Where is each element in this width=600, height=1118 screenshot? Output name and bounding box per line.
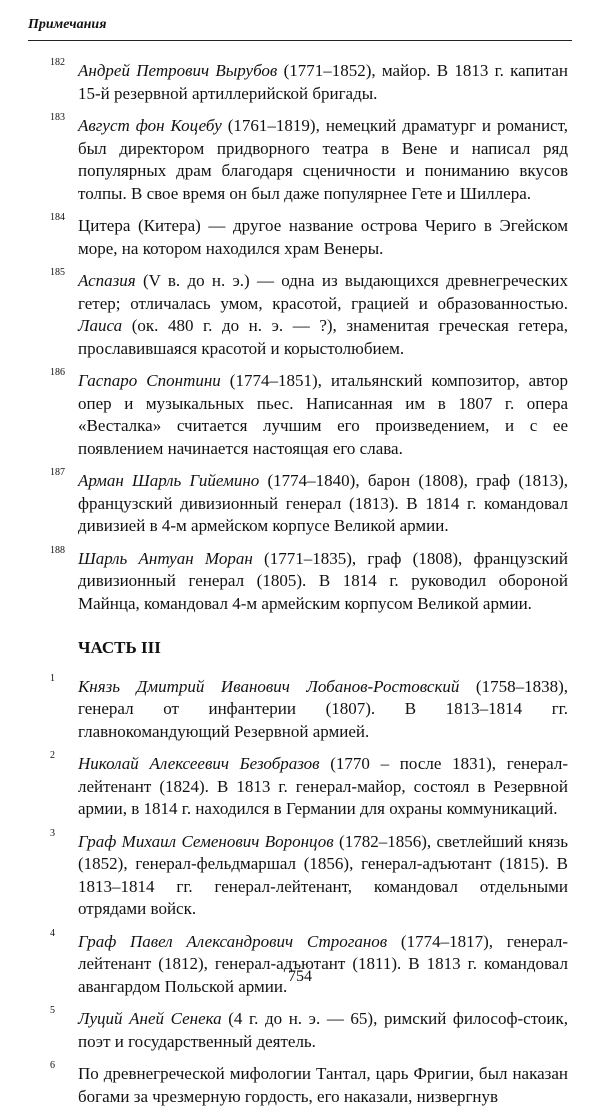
note-182 <box>50 57 568 105</box>
note-name: Арман Шарль Гийемино <box>78 471 260 490</box>
note-name: Август фон Коцебу <box>78 116 222 135</box>
note-188 <box>50 544 568 616</box>
note-name-2: Лаиса <box>78 316 123 335</box>
note-name: Гаспаро Спонтини <box>78 371 221 390</box>
note-184 <box>50 212 568 260</box>
note-p3-4 <box>50 927 568 999</box>
note-number: 3 <box>50 827 55 839</box>
page-number: 754 <box>288 968 312 985</box>
note-number: 1 <box>50 672 55 684</box>
note-number: 182 <box>50 57 65 68</box>
note-number: 4 <box>50 927 55 939</box>
note-text: (4 г. до н. э. — 65), римский философ-стоик, поэт и государственный деятель. <box>78 1009 569 1051</box>
note-186 <box>50 367 568 460</box>
notes-column <box>50 57 569 1118</box>
note-name: Граф Павел Александрович Строганов <box>78 931 388 951</box>
note-p3-6 <box>50 1060 568 1108</box>
note-name: Андрей Петрович Вырубов <box>78 61 278 80</box>
note-name: Николай Алексеевич Безобразов <box>78 754 320 773</box>
note-name: Аспазия <box>78 271 136 290</box>
note-number: 187 <box>50 467 65 478</box>
note-name: Князь Дмитрий Иванович Лобанов-Ростовский <box>78 676 460 696</box>
note-text: (1771–1852), майор. В 1813 г. капитан 15-й резервной артиллерийской бригады. <box>78 61 568 103</box>
note-number: 5 <box>50 1005 55 1016</box>
note-text: (1770 – после 1831), генерал-лейтенант (1824). В 1813 г. генерал-майор, состоял в Резервной армии, в 1814 г. находился в Германии для охраны коммуникаций. <box>78 754 568 818</box>
note-text: (1758–1838), генерал от инфантерии (1807). В 1813–1814 гг. главнокомандующий Резервной армией. <box>78 676 568 741</box>
note-name: Граф Михаил Семенович Воронцов <box>78 831 334 851</box>
section-title: ЧАСТЬ III <box>78 638 161 657</box>
note-number: 185 <box>50 267 65 278</box>
note-text: (1771–1835), граф (1808), французский дивизионный генерал (1805). В 1814 г. руководил обороной Майнца, командовал 4-м армейским корпусом Великой армии. <box>78 548 568 613</box>
note-number: 2 <box>50 750 55 761</box>
note-text: (1774–1851), итальянский композитор, автор опер и музыкальных пьес. Написанная им в 1807 г. опера «Весталка» считается лучшим его произведением, и с ее появлением начинается настоящая его слава. <box>78 371 568 458</box>
note-p3-1 <box>50 672 568 744</box>
note-text: (1782–1856), светлейший князь (1852), генерал-фельдмаршал (1856), генерал-адъютант (1815). В 1813–1814 гг. генерал-лейтенант, командовал отдельными отрядами войск. <box>78 831 568 918</box>
note-text: (1774–1840), барон (1808), граф (1813), французский дивизионный генерал (1813). В 1814 г. командовал дивизией в 4-м армейском корпусе Великой армии. <box>78 471 568 535</box>
note-text-2: (ок. 480 г. до н. э. — ?), знаменитая греческая гетера, прославившаяся красотой и корыстолюбием. <box>78 316 568 358</box>
note-name: Шарль Антуан Моран <box>78 548 253 568</box>
running-head: Примечания <box>28 17 107 32</box>
note-text: По древнегреческой мифологии Тантал, царь Фригии, был наказан богами за чрезмерную гордость, его наказали, низвергнув <box>78 1064 568 1106</box>
note-p3-2 <box>50 750 568 821</box>
note-number: 183 <box>50 112 65 123</box>
note-number: 186 <box>50 367 65 378</box>
note-number: 188 <box>50 544 65 556</box>
note-text: (1761–1819), немецкий драматург и романист, был директором придворного театра в Вене и написал ряд популярных драм благодаря сценичности и пониманию вкусов толпы. В свое время он был даже популярнее Гете и Шиллера. <box>78 116 568 203</box>
note-text: Цитера (Китера) — другое название острова Чериго в Эгейском море, на котором находился храм Венеры. <box>78 216 568 258</box>
note-183 <box>50 112 568 205</box>
note-text: (1774–1817), генерал-лейтенант (1812), генерал-адъютант (1811). В 1813 г. командовал авангардом Польской армии. <box>78 931 568 996</box>
note-number: 6 <box>50 1060 55 1071</box>
note-text: (V в. до н. э.) — одна из выдающихся древнегреческих гетер; отличалась умом, красотой, грацией и образованностью. <box>78 271 568 313</box>
header-rule <box>28 40 572 41</box>
note-187 <box>50 467 568 538</box>
note-185 <box>50 267 568 360</box>
note-p3-3 <box>50 827 568 921</box>
note-name: Луций Аней Сенека <box>78 1009 222 1028</box>
note-number: 184 <box>50 212 65 223</box>
